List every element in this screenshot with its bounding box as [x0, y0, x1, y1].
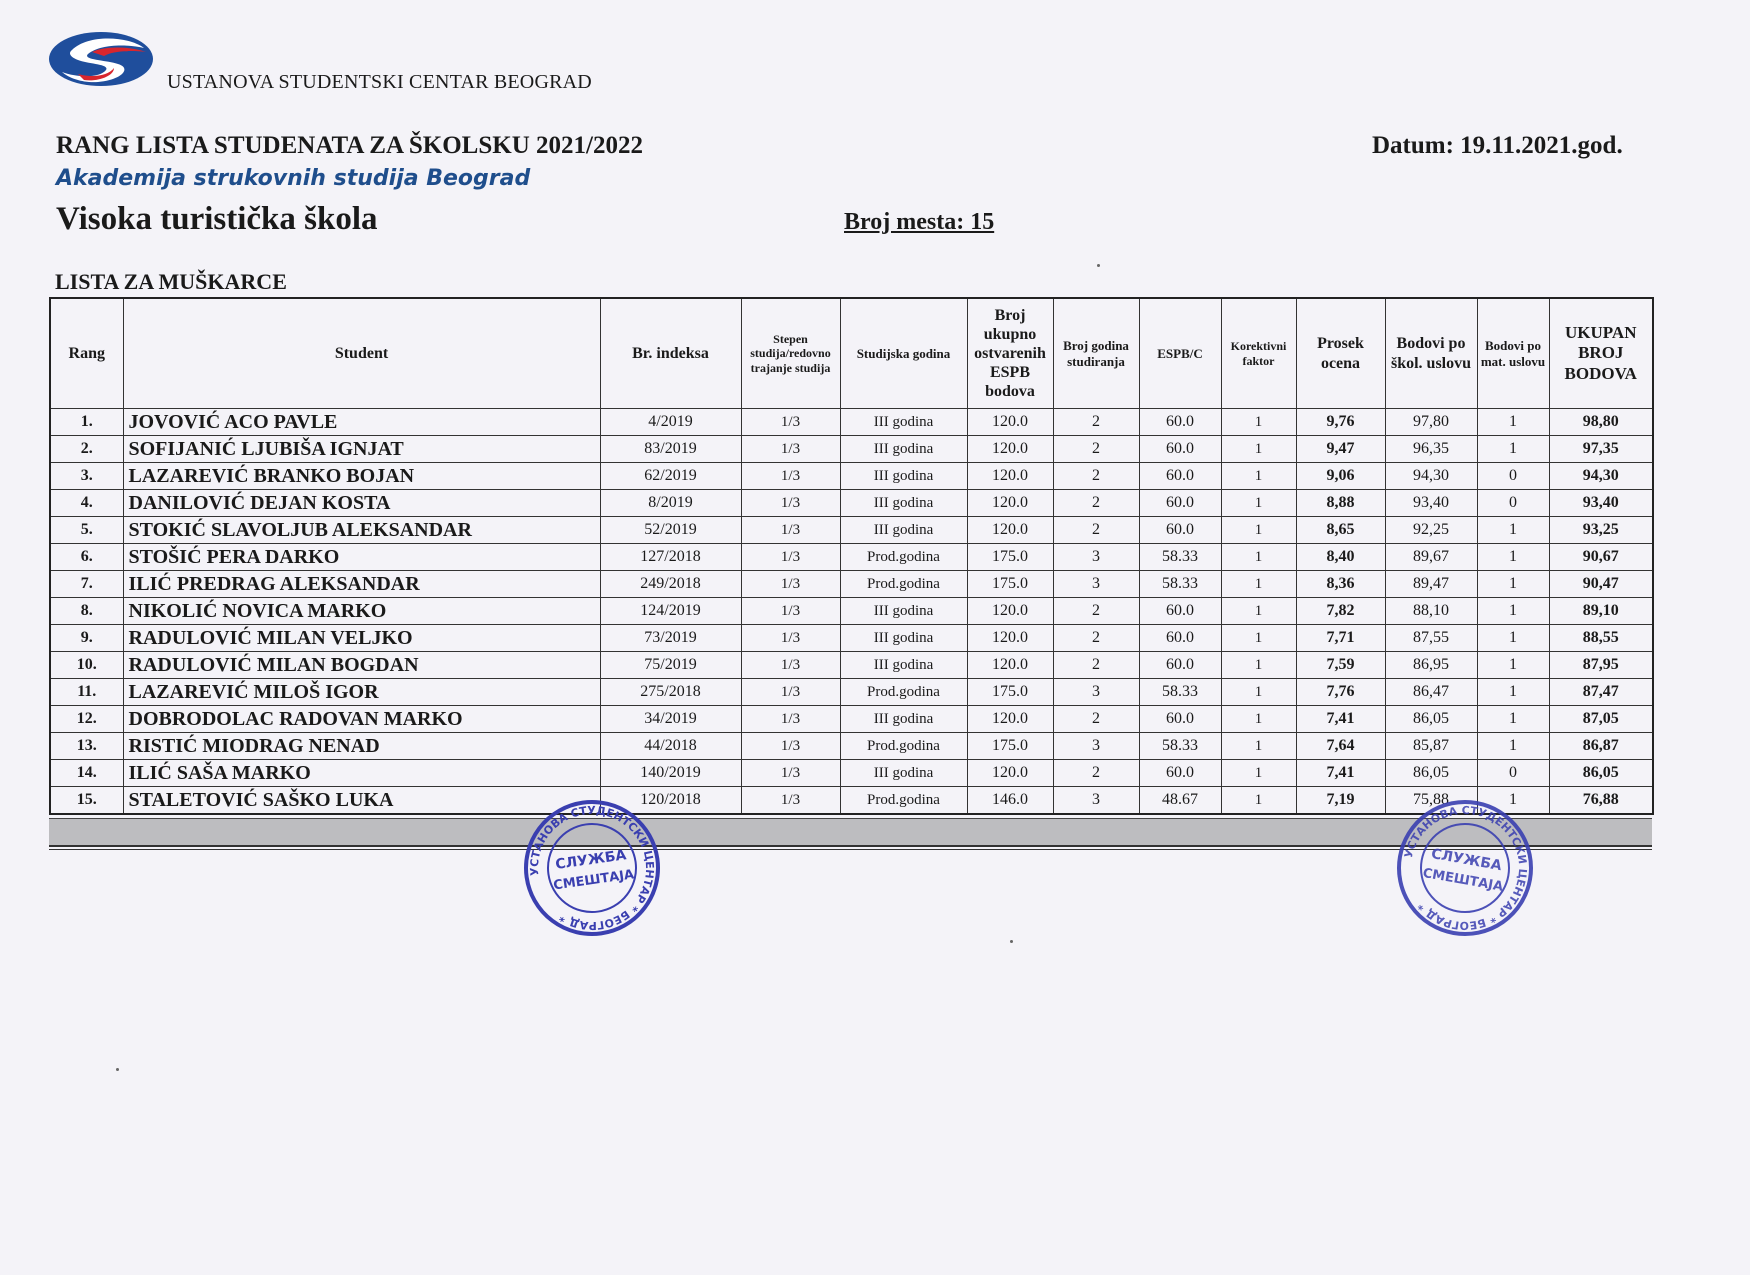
cell-rank: 1. [50, 409, 123, 436]
table-row [50, 463, 1653, 490]
cell-espb-total: 175.0 [967, 571, 1053, 598]
cell-study-year: Prod.godina [840, 544, 967, 571]
table-body [50, 409, 1653, 815]
cell-espb-c: 58.33 [1139, 733, 1221, 760]
cell-student-name: RISTIĆ MIODRAG NENAD [123, 733, 600, 760]
cell-espb-total: 120.0 [967, 409, 1053, 436]
stamp-inner-text-2: СМЕШТАЈА [1421, 865, 1505, 895]
speck [1097, 264, 1100, 267]
cell-total-points: 93,25 [1549, 517, 1653, 544]
cell-years-studying: 3 [1053, 787, 1139, 815]
cell-index-number: 83/2019 [600, 436, 741, 463]
cell-study-level: 1/3 [741, 517, 840, 544]
cell-grade-average: 8,65 [1296, 517, 1385, 544]
cell-rank: 2. [50, 436, 123, 463]
cell-study-level: 1/3 [741, 706, 840, 733]
cell-total-points: 93,40 [1549, 490, 1653, 517]
table-row [50, 652, 1653, 679]
cell-years-studying: 2 [1053, 625, 1139, 652]
cell-index-number: 62/2019 [600, 463, 741, 490]
speck [1010, 940, 1013, 943]
table-row [50, 409, 1653, 436]
cell-student-name: STOKIĆ SLAVOLJUB ALEKSANDAR [123, 517, 600, 544]
col-header-study-year: Studijska godina [840, 298, 967, 409]
col-header-corrective-factor: Korektivni faktor [1221, 298, 1296, 409]
list-name: LISTA ZA MUŠKARCE [55, 269, 287, 294]
cell-rank: 9. [50, 625, 123, 652]
cell-espb-c: 60.0 [1139, 625, 1221, 652]
cell-study-level: 1/3 [741, 625, 840, 652]
cell-student-name: RADULOVIĆ MILAN VELJKO [123, 625, 600, 652]
col-header-years-studying: Broj godina studiranja [1053, 298, 1139, 409]
cell-espb-c: 60.0 [1139, 517, 1221, 544]
cell-index-number: 34/2019 [600, 706, 741, 733]
cell-espb-total: 120.0 [967, 463, 1053, 490]
cell-index-number: 44/2018 [600, 733, 741, 760]
cell-total-points: 98,80 [1549, 409, 1653, 436]
cell-rank: 15. [50, 787, 123, 815]
speck [116, 1068, 119, 1071]
cell-total-points: 87,95 [1549, 652, 1653, 679]
cell-espb-c: 60.0 [1139, 760, 1221, 787]
table-row [50, 490, 1653, 517]
cell-total-points: 94,30 [1549, 463, 1653, 490]
stamp-inner-text-1: СЛУЖБА [554, 847, 628, 873]
cell-study-level: 1/3 [741, 652, 840, 679]
cell-material-points: 1 [1477, 787, 1549, 815]
stamp-outer-text: УСТАНОВА СТУДЕНТСКИ ЦЕНТАР * БЕОГРАД * [527, 803, 657, 933]
cell-index-number: 124/2019 [600, 598, 741, 625]
table-row [50, 544, 1653, 571]
cell-material-points: 1 [1477, 625, 1549, 652]
cell-school-points: 86,05 [1385, 760, 1477, 787]
table-row [50, 517, 1653, 544]
cell-total-points: 88,55 [1549, 625, 1653, 652]
cell-espb-c: 58.33 [1139, 544, 1221, 571]
cell-rank: 11. [50, 679, 123, 706]
stamp-inner-text-2: СМЕШТАЈА [552, 867, 636, 894]
cell-corrective-factor: 1 [1221, 652, 1296, 679]
cell-years-studying: 3 [1053, 544, 1139, 571]
cell-espb-c: 60.0 [1139, 490, 1221, 517]
cell-espb-total: 120.0 [967, 490, 1053, 517]
cell-student-name: JOVOVIĆ ACO PAVLE [123, 409, 600, 436]
cell-study-level: 1/3 [741, 760, 840, 787]
cell-years-studying: 2 [1053, 409, 1139, 436]
cell-corrective-factor: 1 [1221, 490, 1296, 517]
cell-study-year: III godina [840, 517, 967, 544]
cell-study-level: 1/3 [741, 571, 840, 598]
table-row [50, 571, 1653, 598]
cell-material-points: 1 [1477, 517, 1549, 544]
cell-school-points: 89,47 [1385, 571, 1477, 598]
cell-index-number: 8/2019 [600, 490, 741, 517]
cell-years-studying: 3 [1053, 679, 1139, 706]
academy-name: Akademija strukovnih studija Beograd [56, 166, 531, 191]
cell-corrective-factor: 1 [1221, 787, 1296, 815]
cell-grade-average: 9,06 [1296, 463, 1385, 490]
cell-study-year: III godina [840, 490, 967, 517]
cell-rank: 8. [50, 598, 123, 625]
cell-espb-c: 60.0 [1139, 652, 1221, 679]
cell-study-level: 1/3 [741, 436, 840, 463]
table-row [50, 625, 1653, 652]
cell-index-number: 140/2019 [600, 760, 741, 787]
cell-material-points: 0 [1477, 760, 1549, 787]
cell-school-points: 88,10 [1385, 598, 1477, 625]
cell-total-points: 86,87 [1549, 733, 1653, 760]
cell-espb-total: 120.0 [967, 517, 1053, 544]
cell-school-points: 85,87 [1385, 733, 1477, 760]
cell-corrective-factor: 1 [1221, 598, 1296, 625]
cell-study-level: 1/3 [741, 490, 840, 517]
cell-study-year: Prod.godina [840, 733, 967, 760]
cell-study-level: 1/3 [741, 598, 840, 625]
cell-school-points: 92,25 [1385, 517, 1477, 544]
cell-grade-average: 9,76 [1296, 409, 1385, 436]
cell-espb-c: 60.0 [1139, 706, 1221, 733]
cell-material-points: 1 [1477, 436, 1549, 463]
cell-study-year: III godina [840, 625, 967, 652]
cell-student-name: STALETOVIĆ SAŠKO LUKA [123, 787, 600, 815]
cell-espb-c: 60.0 [1139, 463, 1221, 490]
cell-espb-c: 60.0 [1139, 409, 1221, 436]
cell-study-year: III godina [840, 598, 967, 625]
cell-study-level: 1/3 [741, 463, 840, 490]
cell-study-year: III godina [840, 409, 967, 436]
cell-years-studying: 2 [1053, 760, 1139, 787]
cell-study-year: III godina [840, 463, 967, 490]
cell-student-name: RADULOVIĆ MILAN BOGDAN [123, 652, 600, 679]
cell-years-studying: 2 [1053, 598, 1139, 625]
table-row [50, 733, 1653, 760]
cell-corrective-factor: 1 [1221, 544, 1296, 571]
cell-corrective-factor: 1 [1221, 436, 1296, 463]
cell-grade-average: 7,41 [1296, 706, 1385, 733]
cell-school-points: 93,40 [1385, 490, 1477, 517]
cell-rank: 4. [50, 490, 123, 517]
col-header-student: Student [123, 298, 600, 409]
col-header-total-points: UKUPAN BROJ BODOVA [1549, 298, 1653, 409]
cell-school-points: 86,05 [1385, 706, 1477, 733]
cell-material-points: 1 [1477, 409, 1549, 436]
cell-years-studying: 2 [1053, 517, 1139, 544]
cell-student-name: DOBRODOLAC RADOVAN MARKO [123, 706, 600, 733]
cell-student-name: LAZAREVIĆ MILOŠ IGOR [123, 679, 600, 706]
cell-espb-total: 120.0 [967, 598, 1053, 625]
cell-index-number: 4/2019 [600, 409, 741, 436]
school-name: Visoka turistička škola [56, 201, 378, 237]
logo [48, 30, 154, 88]
cell-index-number: 120/2018 [600, 787, 741, 815]
col-header-grade-average: Prosek ocena [1296, 298, 1385, 409]
cell-years-studying: 2 [1053, 652, 1139, 679]
cell-espb-total: 120.0 [967, 436, 1053, 463]
cell-rank: 3. [50, 463, 123, 490]
cell-total-points: 90,47 [1549, 571, 1653, 598]
official-stamp [513, 789, 671, 947]
cell-years-studying: 2 [1053, 436, 1139, 463]
cell-rank: 13. [50, 733, 123, 760]
cell-rank: 10. [50, 652, 123, 679]
cell-espb-total: 120.0 [967, 625, 1053, 652]
page-title: RANG LISTA STUDENATA ZA ŠKOLSKU 2021/2022 [56, 132, 643, 159]
cell-index-number: 275/2018 [600, 679, 741, 706]
cell-espb-c: 58.33 [1139, 679, 1221, 706]
col-header-espb-total: Broj ukupno ostvarenih ESPB bodova [967, 298, 1053, 409]
col-header-index: Br. indeksa [600, 298, 741, 409]
document-date: Datum: 19.11.2021.god. [1372, 132, 1623, 159]
cell-material-points: 1 [1477, 571, 1549, 598]
cell-index-number: 73/2019 [600, 625, 741, 652]
col-header-espb-c: ESPB/C [1139, 298, 1221, 409]
cell-student-name: DANILOVIĆ DEJAN KOSTA [123, 490, 600, 517]
cell-material-points: 0 [1477, 463, 1549, 490]
cell-corrective-factor: 1 [1221, 409, 1296, 436]
cell-school-points: 94,30 [1385, 463, 1477, 490]
cell-grade-average: 7,41 [1296, 760, 1385, 787]
cell-rank: 7. [50, 571, 123, 598]
cell-student-name: SOFIJANIĆ LJUBIŠA IGNJAT [123, 436, 600, 463]
col-header-school-points: Bodovi po škol. uslovu [1385, 298, 1477, 409]
cell-material-points: 1 [1477, 706, 1549, 733]
cell-espb-total: 120.0 [967, 760, 1053, 787]
cell-material-points: 1 [1477, 733, 1549, 760]
cell-espb-total: 175.0 [967, 544, 1053, 571]
ranking-table [49, 297, 1654, 815]
cell-espb-c: 48.67 [1139, 787, 1221, 815]
cell-espb-total: 175.0 [967, 679, 1053, 706]
cell-espb-total: 120.0 [967, 706, 1053, 733]
seat-count: Broj mesta: 15 [844, 209, 995, 235]
table-header-row [50, 298, 1653, 409]
cell-corrective-factor: 1 [1221, 706, 1296, 733]
cell-study-year: III godina [840, 706, 967, 733]
cell-study-level: 1/3 [741, 544, 840, 571]
cell-grade-average: 7,64 [1296, 733, 1385, 760]
cell-total-points: 86,05 [1549, 760, 1653, 787]
cell-rank: 5. [50, 517, 123, 544]
cell-espb-c: 58.33 [1139, 571, 1221, 598]
cell-material-points: 1 [1477, 544, 1549, 571]
cell-index-number: 52/2019 [600, 517, 741, 544]
cell-study-level: 1/3 [741, 733, 840, 760]
cell-corrective-factor: 1 [1221, 679, 1296, 706]
stamp-inner-text-1: СЛУЖБА [1429, 846, 1503, 875]
cell-total-points: 76,88 [1549, 787, 1653, 815]
cell-student-name: LAZAREVIĆ BRANKO BOJAN [123, 463, 600, 490]
cell-rank: 6. [50, 544, 123, 571]
cell-grade-average: 8,88 [1296, 490, 1385, 517]
cell-rank: 12. [50, 706, 123, 733]
cell-student-name: STOŠIĆ PERA DARKO [123, 544, 600, 571]
cell-corrective-factor: 1 [1221, 733, 1296, 760]
cell-corrective-factor: 1 [1221, 760, 1296, 787]
cell-school-points: 75,88 [1385, 787, 1477, 815]
col-header-rank: Rang [50, 298, 123, 409]
col-header-material-points: Bodovi po mat. uslovu [1477, 298, 1549, 409]
cell-grade-average: 9,47 [1296, 436, 1385, 463]
cell-material-points: 1 [1477, 679, 1549, 706]
cell-grade-average: 7,19 [1296, 787, 1385, 815]
table-row [50, 679, 1653, 706]
cell-student-name: ILIĆ PREDRAG ALEKSANDAR [123, 571, 600, 598]
cell-study-level: 1/3 [741, 679, 840, 706]
cell-years-studying: 2 [1053, 490, 1139, 517]
cell-grade-average: 8,36 [1296, 571, 1385, 598]
cell-grade-average: 7,76 [1296, 679, 1385, 706]
table-row [50, 436, 1653, 463]
table-row [50, 598, 1653, 625]
cell-study-level: 1/3 [741, 409, 840, 436]
cell-total-points: 97,35 [1549, 436, 1653, 463]
cell-total-points: 89,10 [1549, 598, 1653, 625]
official-stamp [1384, 787, 1546, 949]
cell-espb-total: 146.0 [967, 787, 1053, 815]
cell-school-points: 96,35 [1385, 436, 1477, 463]
col-header-study-level: Stepen studija/redovno trajanje studija [741, 298, 840, 409]
cell-total-points: 87,05 [1549, 706, 1653, 733]
cell-study-year: III godina [840, 652, 967, 679]
cell-corrective-factor: 1 [1221, 625, 1296, 652]
cell-grade-average: 7,71 [1296, 625, 1385, 652]
cell-grade-average: 7,82 [1296, 598, 1385, 625]
cell-school-points: 86,95 [1385, 652, 1477, 679]
cell-espb-total: 175.0 [967, 733, 1053, 760]
cell-corrective-factor: 1 [1221, 463, 1296, 490]
cell-rank: 14. [50, 760, 123, 787]
organization-name: USTANOVA STUDENTSKI CENTAR BEOGRAD [167, 71, 592, 93]
cell-index-number: 75/2019 [600, 652, 741, 679]
cell-school-points: 89,67 [1385, 544, 1477, 571]
cell-student-name: ILIĆ SAŠA MARKO [123, 760, 600, 787]
table-row [50, 760, 1653, 787]
cell-index-number: 127/2018 [600, 544, 741, 571]
cell-years-studying: 3 [1053, 733, 1139, 760]
cell-years-studying: 3 [1053, 571, 1139, 598]
cell-study-year: III godina [840, 760, 967, 787]
cell-study-year: Prod.godina [840, 571, 967, 598]
stamp-outer-text: УСТАНОВА СТУДЕНТСКИ ЦЕНТАР * БЕОГРАД * [1401, 803, 1530, 933]
cell-espb-c: 60.0 [1139, 436, 1221, 463]
cell-school-points: 87,55 [1385, 625, 1477, 652]
cell-corrective-factor: 1 [1221, 517, 1296, 544]
cell-grade-average: 8,40 [1296, 544, 1385, 571]
cell-total-points: 90,67 [1549, 544, 1653, 571]
cell-grade-average: 7,59 [1296, 652, 1385, 679]
cell-study-level: 1/3 [741, 787, 840, 815]
cell-material-points: 1 [1477, 652, 1549, 679]
cell-years-studying: 2 [1053, 463, 1139, 490]
cell-material-points: 0 [1477, 490, 1549, 517]
cell-index-number: 249/2018 [600, 571, 741, 598]
cell-espb-c: 60.0 [1139, 598, 1221, 625]
cell-years-studying: 2 [1053, 706, 1139, 733]
cell-material-points: 1 [1477, 598, 1549, 625]
table-row [50, 706, 1653, 733]
cell-school-points: 97,80 [1385, 409, 1477, 436]
cell-student-name: NIKOLIĆ NOVICA MARKO [123, 598, 600, 625]
cell-study-year: Prod.godina [840, 787, 967, 815]
cell-study-year: III godina [840, 436, 967, 463]
cell-school-points: 86,47 [1385, 679, 1477, 706]
cell-espb-total: 120.0 [967, 652, 1053, 679]
cell-study-year: Prod.godina [840, 679, 967, 706]
cell-total-points: 87,47 [1549, 679, 1653, 706]
cell-corrective-factor: 1 [1221, 571, 1296, 598]
